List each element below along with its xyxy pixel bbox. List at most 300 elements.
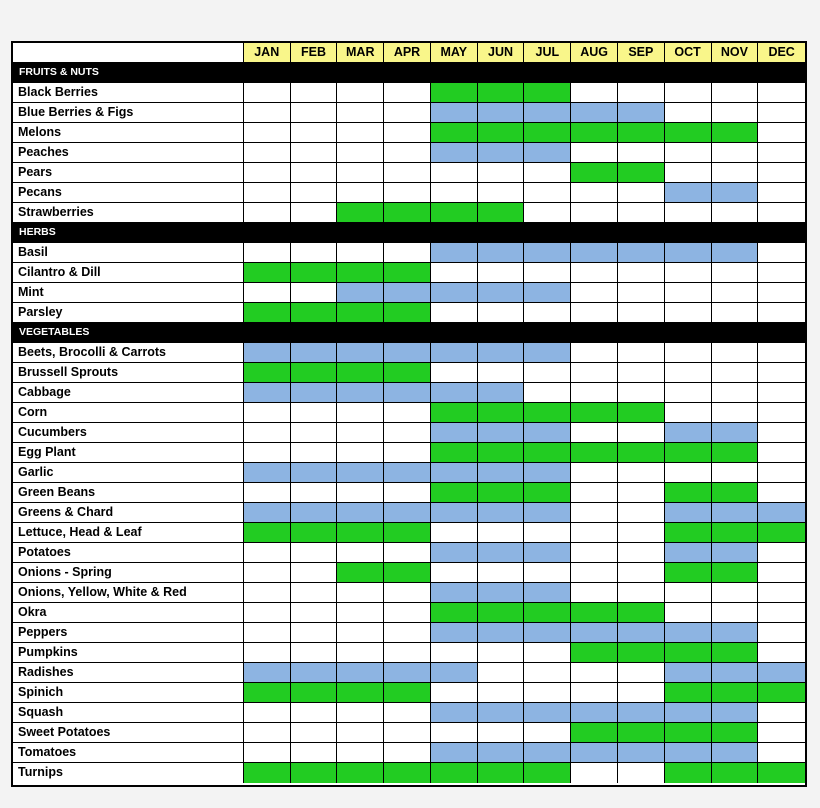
month-cell-jan	[244, 343, 291, 363]
month-cell-feb	[291, 463, 338, 483]
month-cell-jun	[478, 303, 525, 323]
month-cell-nov	[712, 463, 759, 483]
month-cell-jun	[478, 563, 525, 583]
month-cell-jan	[244, 523, 291, 543]
month-cell-apr	[384, 443, 431, 463]
month-cell-sep	[618, 163, 665, 183]
month-cell-mar	[337, 363, 384, 383]
month-cell-oct	[665, 423, 712, 443]
table-row	[13, 103, 805, 123]
month-cell-apr	[384, 683, 431, 703]
month-cell-dec	[758, 523, 805, 543]
month-header-jun: JUN	[478, 43, 525, 63]
month-cell-sep	[618, 283, 665, 303]
header-corner-cell	[13, 43, 244, 63]
month-cell-dec	[758, 423, 805, 443]
month-cell-mar	[337, 723, 384, 743]
month-cell-dec	[758, 583, 805, 603]
month-cell-jul	[524, 203, 571, 223]
month-cell-mar	[337, 343, 384, 363]
month-cell-sep	[618, 723, 665, 743]
month-cell-nov	[712, 123, 759, 143]
month-cell-feb	[291, 423, 338, 443]
month-cell-mar	[337, 543, 384, 563]
month-cell-jun	[478, 123, 525, 143]
section-title: HERBS	[13, 223, 805, 243]
month-cell-jun	[478, 703, 525, 723]
month-cell-dec	[758, 283, 805, 303]
month-header-row	[13, 43, 805, 63]
month-cell-jul	[524, 463, 571, 483]
table-row	[13, 543, 805, 563]
month-cell-nov	[712, 563, 759, 583]
month-cell-may	[431, 283, 478, 303]
month-cell-sep	[618, 83, 665, 103]
month-cell-dec	[758, 443, 805, 463]
month-cell-sep	[618, 343, 665, 363]
month-cell-aug	[571, 523, 618, 543]
month-cell-jun	[478, 483, 525, 503]
month-cell-jun	[478, 403, 525, 423]
month-cell-jan	[244, 663, 291, 683]
month-cell-dec	[758, 163, 805, 183]
table-row	[13, 143, 805, 163]
month-cell-jun	[478, 763, 525, 783]
month-cell-may	[431, 83, 478, 103]
month-cell-feb	[291, 363, 338, 383]
month-cell-jan	[244, 203, 291, 223]
month-cell-oct	[665, 703, 712, 723]
month-cell-apr	[384, 183, 431, 203]
crop-name: Melons	[13, 123, 244, 143]
month-cell-jun	[478, 343, 525, 363]
month-cell-nov	[712, 263, 759, 283]
month-cell-dec	[758, 203, 805, 223]
month-cell-may	[431, 123, 478, 143]
month-cell-jun	[478, 543, 525, 563]
table-row	[13, 763, 805, 783]
month-cell-jan	[244, 263, 291, 283]
month-cell-nov	[712, 203, 759, 223]
month-cell-apr	[384, 343, 431, 363]
month-cell-feb	[291, 103, 338, 123]
crop-name: Onions - Spring	[13, 563, 244, 583]
month-cell-may	[431, 343, 478, 363]
table-row	[13, 183, 805, 203]
month-cell-feb	[291, 723, 338, 743]
month-cell-jul	[524, 343, 571, 363]
month-cell-mar	[337, 143, 384, 163]
month-cell-jun	[478, 103, 525, 123]
month-cell-apr	[384, 143, 431, 163]
month-cell-may	[431, 743, 478, 763]
month-cell-jul	[524, 743, 571, 763]
crop-name: Pecans	[13, 183, 244, 203]
month-cell-jun	[478, 283, 525, 303]
month-cell-sep	[618, 743, 665, 763]
month-cell-jun	[478, 243, 525, 263]
month-cell-apr	[384, 723, 431, 743]
month-header-dec: DEC	[758, 43, 805, 63]
month-cell-dec	[758, 623, 805, 643]
month-cell-mar	[337, 503, 384, 523]
month-cell-dec	[758, 143, 805, 163]
month-cell-aug	[571, 743, 618, 763]
month-cell-jan	[244, 763, 291, 783]
month-cell-apr	[384, 83, 431, 103]
month-cell-aug	[571, 463, 618, 483]
crop-name: Spinich	[13, 683, 244, 703]
month-cell-apr	[384, 283, 431, 303]
table-row	[13, 383, 805, 403]
month-cell-jan	[244, 623, 291, 643]
month-cell-oct	[665, 283, 712, 303]
table-row	[13, 303, 805, 323]
month-cell-jun	[478, 603, 525, 623]
month-cell-jan	[244, 143, 291, 163]
month-cell-nov	[712, 243, 759, 263]
month-cell-jun	[478, 263, 525, 283]
month-cell-dec	[758, 643, 805, 663]
crop-name: Sweet Potatoes	[13, 723, 244, 743]
table-row	[13, 683, 805, 703]
month-cell-jan	[244, 643, 291, 663]
table-row	[13, 603, 805, 623]
month-cell-jul	[524, 423, 571, 443]
month-cell-mar	[337, 443, 384, 463]
month-cell-aug	[571, 143, 618, 163]
table-row	[13, 643, 805, 663]
month-cell-feb	[291, 523, 338, 543]
month-cell-feb	[291, 203, 338, 223]
table-row	[13, 463, 805, 483]
planting-calendar-table	[11, 41, 807, 787]
month-cell-jan	[244, 443, 291, 463]
month-cell-mar	[337, 183, 384, 203]
month-cell-oct	[665, 623, 712, 643]
crop-name: Peppers	[13, 623, 244, 643]
month-cell-aug	[571, 203, 618, 223]
month-cell-jul	[524, 103, 571, 123]
month-cell-mar	[337, 203, 384, 223]
table-row	[13, 243, 805, 263]
month-cell-jun	[478, 143, 525, 163]
month-cell-jun	[478, 183, 525, 203]
crop-name: Pears	[13, 163, 244, 183]
month-cell-jul	[524, 383, 571, 403]
month-cell-sep	[618, 263, 665, 283]
month-cell-jul	[524, 563, 571, 583]
month-cell-nov	[712, 443, 759, 463]
crop-name: Cucumbers	[13, 423, 244, 443]
month-cell-apr	[384, 423, 431, 443]
month-header-sep: SEP	[618, 43, 665, 63]
month-header-oct: OCT	[665, 43, 712, 63]
crop-name: Pumpkins	[13, 643, 244, 663]
table-row	[13, 203, 805, 223]
month-cell-jun	[478, 663, 525, 683]
month-cell-oct	[665, 503, 712, 523]
month-cell-dec	[758, 683, 805, 703]
month-cell-jun	[478, 203, 525, 223]
month-cell-apr	[384, 643, 431, 663]
month-cell-jun	[478, 503, 525, 523]
month-cell-may	[431, 703, 478, 723]
month-cell-jul	[524, 703, 571, 723]
month-cell-may	[431, 483, 478, 503]
month-cell-aug	[571, 543, 618, 563]
month-cell-apr	[384, 743, 431, 763]
month-cell-dec	[758, 743, 805, 763]
month-cell-may	[431, 143, 478, 163]
crop-name: Tomatoes	[13, 743, 244, 763]
month-cell-jun	[478, 583, 525, 603]
month-cell-feb	[291, 643, 338, 663]
month-cell-jul	[524, 363, 571, 383]
month-cell-may	[431, 663, 478, 683]
month-cell-may	[431, 463, 478, 483]
table-row	[13, 563, 805, 583]
crop-name: Peaches	[13, 143, 244, 163]
month-cell-jun	[478, 163, 525, 183]
month-cell-jan	[244, 423, 291, 443]
table-row	[13, 523, 805, 543]
month-cell-nov	[712, 523, 759, 543]
table-row	[13, 583, 805, 603]
crop-name: Brussell Sprouts	[13, 363, 244, 383]
month-cell-aug	[571, 403, 618, 423]
month-cell-sep	[618, 363, 665, 383]
month-cell-oct	[665, 643, 712, 663]
month-cell-dec	[758, 383, 805, 403]
table-row	[13, 283, 805, 303]
month-cell-apr	[384, 483, 431, 503]
month-cell-feb	[291, 703, 338, 723]
month-cell-feb	[291, 623, 338, 643]
month-cell-may	[431, 163, 478, 183]
crop-name: Greens & Chard	[13, 503, 244, 523]
table-row	[13, 363, 805, 383]
crop-name: Corn	[13, 403, 244, 423]
month-cell-dec	[758, 763, 805, 783]
month-cell-jul	[524, 503, 571, 523]
crop-name: Mint	[13, 283, 244, 303]
crop-name: Cabbage	[13, 383, 244, 403]
month-cell-mar	[337, 243, 384, 263]
month-cell-feb	[291, 83, 338, 103]
month-cell-feb	[291, 663, 338, 683]
month-cell-jan	[244, 243, 291, 263]
month-cell-oct	[665, 543, 712, 563]
month-cell-feb	[291, 123, 338, 143]
month-cell-apr	[384, 263, 431, 283]
month-cell-oct	[665, 83, 712, 103]
month-cell-mar	[337, 123, 384, 143]
month-cell-may	[431, 523, 478, 543]
month-cell-may	[431, 403, 478, 423]
month-cell-may	[431, 563, 478, 583]
table-row	[13, 483, 805, 503]
month-cell-apr	[384, 303, 431, 323]
month-cell-mar	[337, 163, 384, 183]
month-cell-oct	[665, 363, 712, 383]
month-cell-may	[431, 203, 478, 223]
month-cell-oct	[665, 303, 712, 323]
month-cell-nov	[712, 303, 759, 323]
month-cell-oct	[665, 723, 712, 743]
month-cell-mar	[337, 483, 384, 503]
month-cell-jan	[244, 563, 291, 583]
month-cell-dec	[758, 463, 805, 483]
month-cell-mar	[337, 463, 384, 483]
month-header-jul: JUL	[524, 43, 571, 63]
month-cell-mar	[337, 763, 384, 783]
month-cell-jul	[524, 243, 571, 263]
month-cell-jul	[524, 523, 571, 543]
month-cell-feb	[291, 163, 338, 183]
month-cell-feb	[291, 483, 338, 503]
month-cell-jan	[244, 363, 291, 383]
section-header-row	[13, 223, 805, 243]
month-cell-may	[431, 543, 478, 563]
month-cell-jul	[524, 603, 571, 623]
month-cell-nov	[712, 543, 759, 563]
month-cell-feb	[291, 683, 338, 703]
month-cell-sep	[618, 703, 665, 723]
month-cell-jan	[244, 383, 291, 403]
crop-name: Basil	[13, 243, 244, 263]
month-cell-nov	[712, 743, 759, 763]
month-cell-apr	[384, 503, 431, 523]
month-cell-dec	[758, 703, 805, 723]
month-cell-oct	[665, 163, 712, 183]
month-cell-dec	[758, 263, 805, 283]
month-cell-feb	[291, 403, 338, 423]
month-header-nov: NOV	[712, 43, 759, 63]
month-cell-jan	[244, 703, 291, 723]
month-cell-oct	[665, 463, 712, 483]
month-cell-sep	[618, 683, 665, 703]
crop-name: Okra	[13, 603, 244, 623]
month-cell-apr	[384, 463, 431, 483]
month-cell-jul	[524, 143, 571, 163]
month-cell-apr	[384, 523, 431, 543]
month-cell-aug	[571, 83, 618, 103]
month-cell-oct	[665, 523, 712, 543]
month-cell-may	[431, 503, 478, 523]
month-cell-aug	[571, 723, 618, 743]
month-cell-jul	[524, 303, 571, 323]
month-cell-apr	[384, 363, 431, 383]
month-cell-aug	[571, 683, 618, 703]
crop-name: Turnips	[13, 763, 244, 783]
month-cell-oct	[665, 663, 712, 683]
month-cell-mar	[337, 523, 384, 543]
month-cell-feb	[291, 443, 338, 463]
month-cell-jul	[524, 163, 571, 183]
month-cell-nov	[712, 583, 759, 603]
month-cell-oct	[665, 403, 712, 423]
table-row	[13, 623, 805, 643]
month-cell-jan	[244, 83, 291, 103]
month-cell-dec	[758, 663, 805, 683]
month-cell-aug	[571, 603, 618, 623]
month-cell-jan	[244, 743, 291, 763]
month-cell-apr	[384, 763, 431, 783]
table-row	[13, 423, 805, 443]
month-cell-jan	[244, 583, 291, 603]
month-cell-feb	[291, 543, 338, 563]
section-header-row	[13, 63, 805, 83]
month-cell-apr	[384, 583, 431, 603]
month-cell-sep	[618, 603, 665, 623]
month-cell-dec	[758, 363, 805, 383]
month-cell-may	[431, 643, 478, 663]
crop-name: Onions, Yellow, White & Red	[13, 583, 244, 603]
month-cell-jul	[524, 543, 571, 563]
month-cell-jun	[478, 363, 525, 383]
month-cell-nov	[712, 703, 759, 723]
month-cell-feb	[291, 183, 338, 203]
month-header-apr: APR	[384, 43, 431, 63]
month-cell-jul	[524, 623, 571, 643]
month-cell-may	[431, 263, 478, 283]
month-cell-apr	[384, 243, 431, 263]
month-cell-feb	[291, 763, 338, 783]
month-cell-aug	[571, 703, 618, 723]
month-cell-oct	[665, 563, 712, 583]
month-cell-apr	[384, 663, 431, 683]
table-row	[13, 403, 805, 423]
month-cell-oct	[665, 583, 712, 603]
month-cell-oct	[665, 183, 712, 203]
month-cell-mar	[337, 703, 384, 723]
table-row	[13, 163, 805, 183]
month-cell-sep	[618, 763, 665, 783]
month-cell-feb	[291, 583, 338, 603]
month-cell-mar	[337, 403, 384, 423]
month-cell-oct	[665, 383, 712, 403]
month-cell-sep	[618, 103, 665, 123]
month-cell-feb	[291, 503, 338, 523]
month-cell-jul	[524, 283, 571, 303]
month-cell-jul	[524, 403, 571, 423]
month-cell-oct	[665, 443, 712, 463]
month-cell-apr	[384, 123, 431, 143]
month-cell-jan	[244, 303, 291, 323]
month-cell-jan	[244, 463, 291, 483]
month-cell-aug	[571, 623, 618, 643]
month-cell-apr	[384, 163, 431, 183]
month-cell-sep	[618, 543, 665, 563]
month-cell-jul	[524, 483, 571, 503]
month-cell-sep	[618, 523, 665, 543]
month-cell-nov	[712, 283, 759, 303]
month-cell-aug	[571, 503, 618, 523]
month-cell-dec	[758, 123, 805, 143]
month-cell-aug	[571, 423, 618, 443]
month-cell-apr	[384, 603, 431, 623]
month-header-feb: FEB	[291, 43, 338, 63]
month-cell-apr	[384, 403, 431, 423]
month-cell-oct	[665, 483, 712, 503]
month-header-mar: MAR	[337, 43, 384, 63]
month-cell-nov	[712, 763, 759, 783]
month-cell-jan	[244, 603, 291, 623]
month-cell-mar	[337, 383, 384, 403]
month-cell-oct	[665, 123, 712, 143]
month-cell-may	[431, 623, 478, 643]
